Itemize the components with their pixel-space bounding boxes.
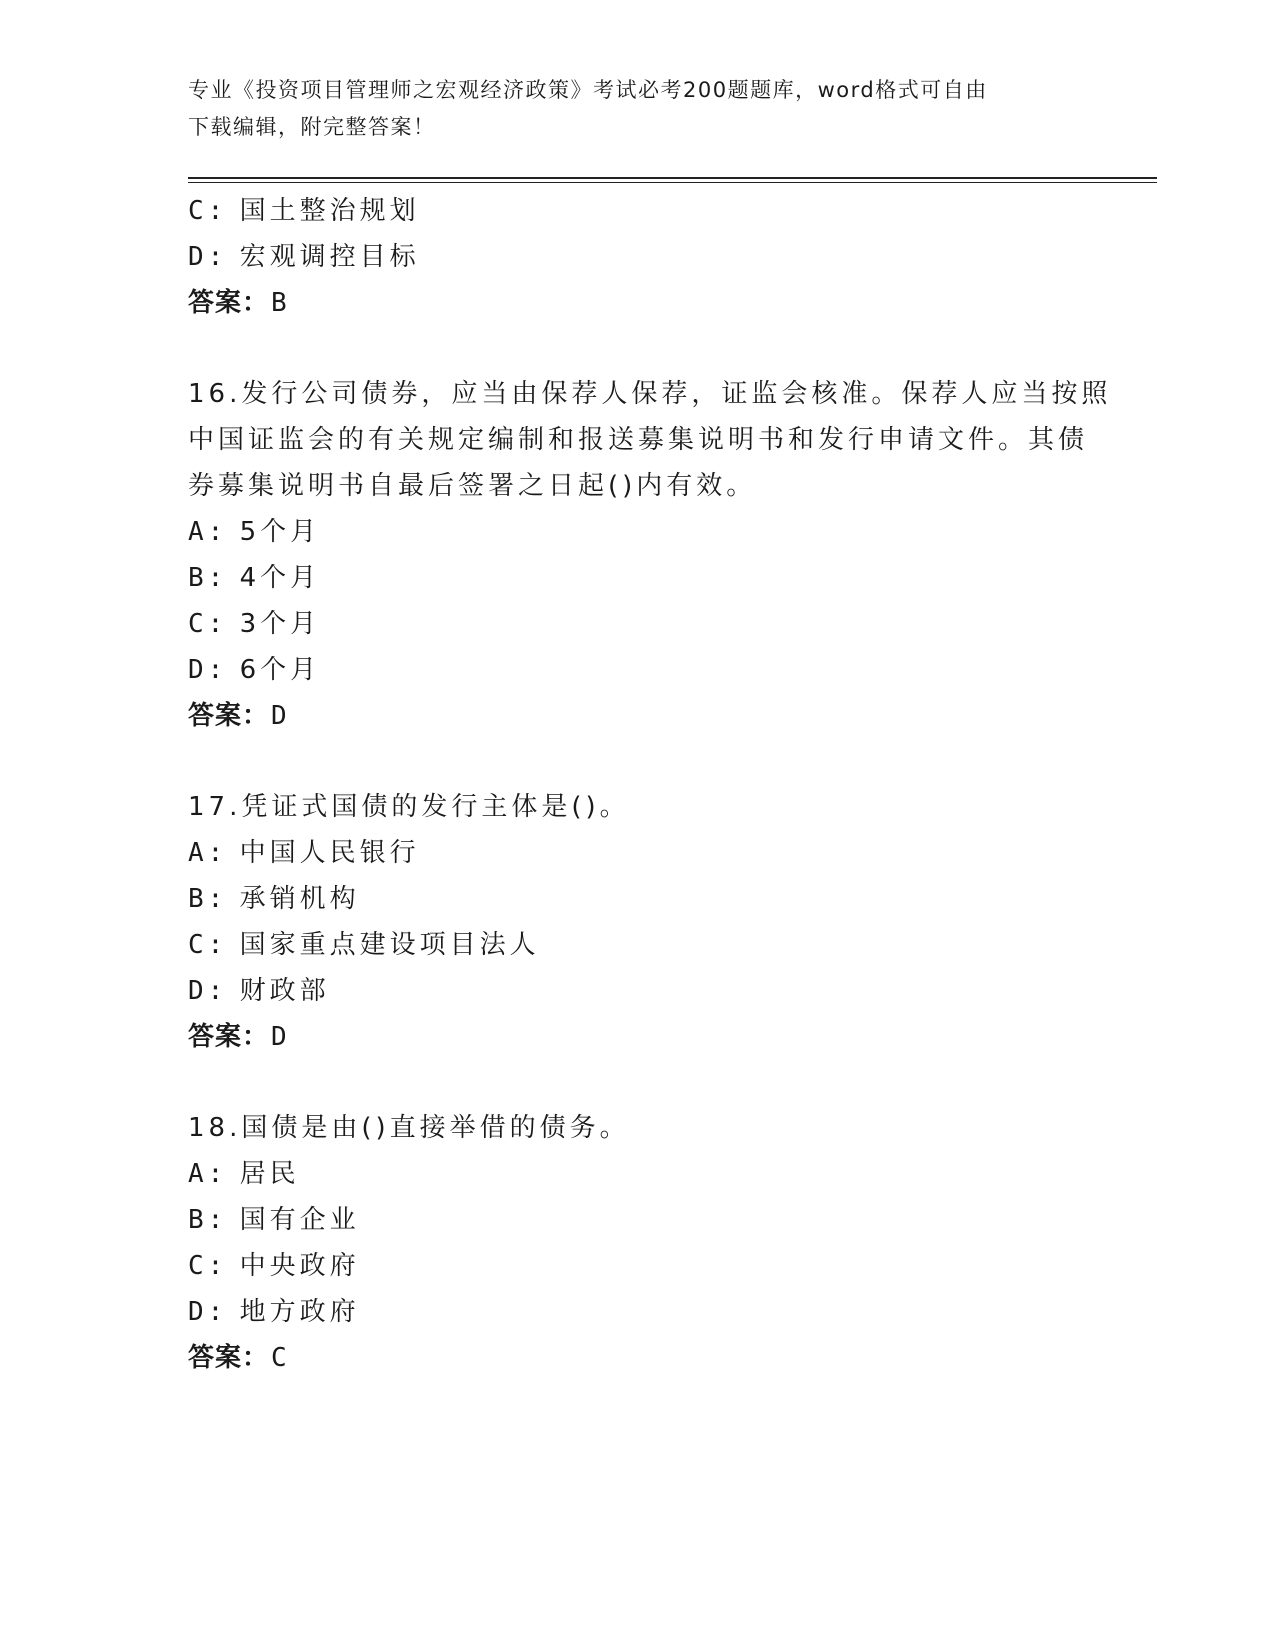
option-line	[188, 1197, 1088, 1243]
option-key: D:	[188, 242, 228, 272]
option-text: 国家重点建设项目法人	[239, 930, 540, 960]
option-line	[188, 188, 1088, 234]
option-key: A:	[188, 1159, 228, 1189]
answer-value: C	[271, 1343, 288, 1373]
answer-value: D	[271, 1022, 288, 1052]
stem-line: 17.凭证式国债的发行主体是()。	[188, 792, 630, 822]
option-key: B:	[188, 1205, 228, 1235]
option-text: 地方政府	[239, 1297, 360, 1327]
option-key: D:	[188, 655, 228, 685]
answer-value: D	[271, 701, 288, 731]
option-line	[188, 601, 1088, 647]
stem-line: 18.国债是由()直接举借的债务。	[188, 1113, 630, 1143]
option-line	[188, 234, 1088, 280]
option-key: C:	[188, 930, 228, 960]
answer-line	[188, 693, 1088, 739]
answer-line	[188, 1014, 1088, 1060]
option-key: C:	[188, 1251, 228, 1281]
option-key: C:	[188, 196, 228, 226]
header-divider-thick	[188, 177, 1157, 179]
option-text: 宏观调控目标	[239, 242, 420, 272]
option-line	[188, 1243, 1088, 1289]
option-line	[188, 830, 1088, 876]
option-key: C:	[188, 609, 228, 639]
option-text: 财政部	[239, 976, 330, 1006]
option-line	[188, 876, 1088, 922]
page-header: 专业《投资项目管理师之宏观经济政策》考试必考200题题库，word格式可自由 下载编辑，附完整答案！	[188, 78, 988, 139]
answer-label: 答案：	[188, 701, 270, 731]
option-key: A:	[188, 838, 228, 868]
question-stem	[188, 371, 1112, 509]
answer-line	[188, 1335, 1088, 1381]
header-divider-thin	[188, 182, 1157, 183]
option-text: 国土整治规划	[239, 196, 420, 226]
option-key: D:	[188, 976, 228, 1006]
answer-value: B	[271, 288, 288, 318]
option-key: A:	[188, 517, 228, 547]
answer-label: 答案：	[188, 1022, 270, 1052]
option-text: 3个月	[239, 609, 321, 639]
answer-label: 答案：	[188, 1343, 270, 1373]
option-line	[188, 1151, 1088, 1197]
option-text: 国有企业	[239, 1205, 360, 1235]
question-content	[188, 188, 1112, 1381]
question-stem	[188, 1105, 1088, 1151]
option-key: D:	[188, 1297, 228, 1327]
stem-line: 16.发行公司债券，应当由保荐人保荐，证监会核准。保荐人应当按照	[188, 379, 1112, 409]
option-text: 承销机构	[239, 884, 360, 914]
option-text: 居民	[239, 1159, 300, 1189]
option-line	[188, 555, 1088, 601]
option-line	[188, 922, 1088, 968]
option-text: 4个月	[239, 563, 321, 593]
stem-line: 券募集说明书自最后签署之日起()内有效。	[188, 471, 757, 501]
option-key: B:	[188, 563, 228, 593]
option-line	[188, 509, 1088, 555]
option-text: 中国人民银行	[239, 838, 420, 868]
question-stem	[188, 784, 1088, 830]
answer-label: 答案：	[188, 288, 270, 318]
option-key: B:	[188, 884, 228, 914]
answer-line	[188, 280, 1088, 326]
option-text: 5个月	[239, 517, 321, 547]
option-line	[188, 968, 1088, 1014]
stem-line: 中国证监会的有关规定编制和报送募集说明书和发行申请文件。其债	[188, 425, 1089, 455]
option-text: 6个月	[239, 655, 321, 685]
option-line	[188, 647, 1088, 693]
option-line	[188, 1289, 1088, 1335]
option-text: 中央政府	[239, 1251, 360, 1281]
